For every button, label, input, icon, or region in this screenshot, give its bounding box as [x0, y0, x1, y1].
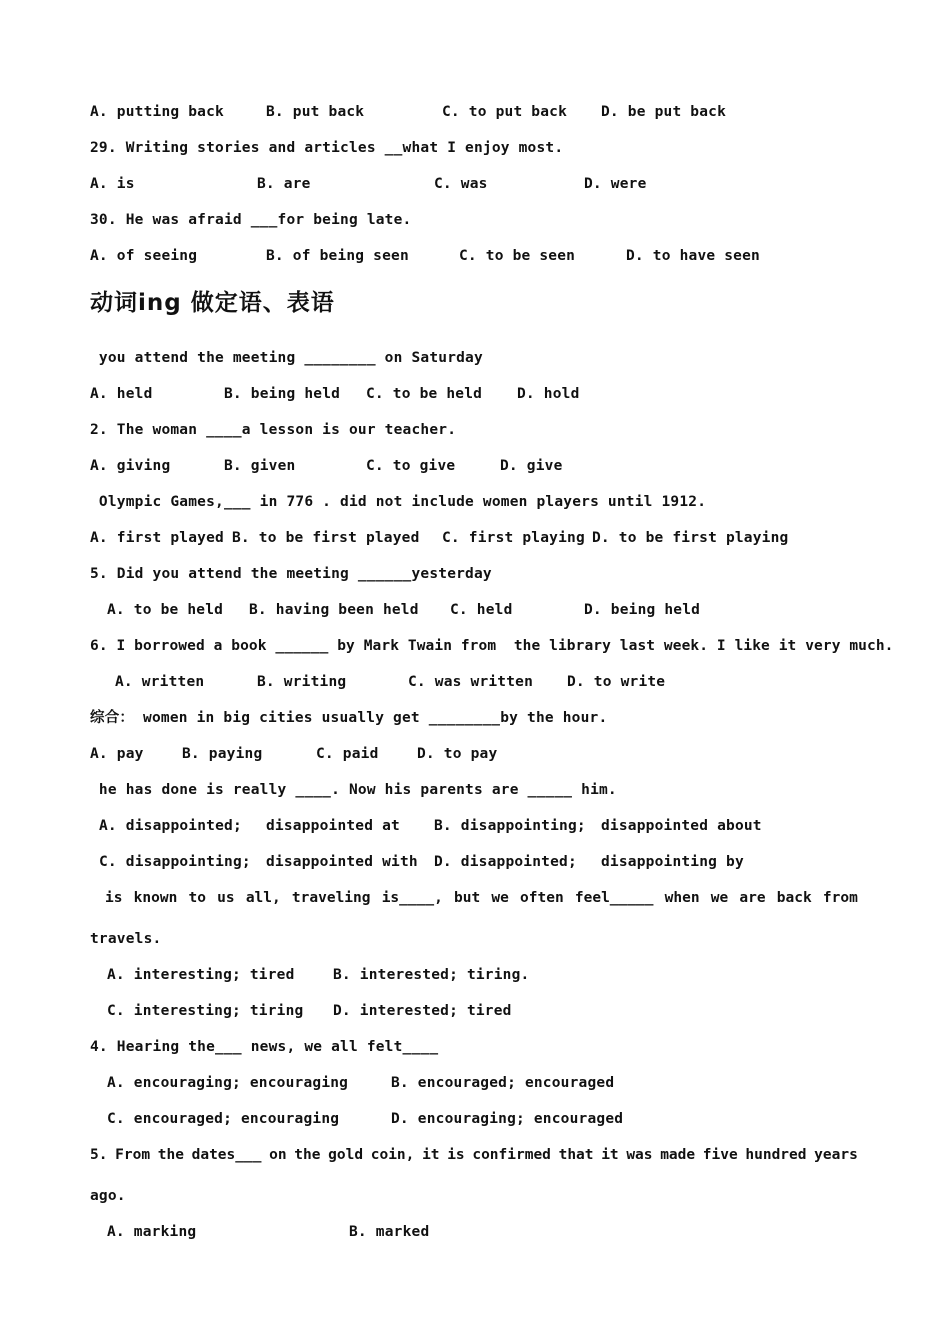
c3-word: to: [188, 890, 206, 906]
c5-word: the: [157, 1147, 184, 1163]
c5-word: From: [115, 1147, 151, 1163]
c5-option-a: A. marking: [107, 1224, 197, 1240]
s5-option-b: B. having been held: [249, 602, 419, 618]
c3-stem-end: travels.: [90, 931, 162, 947]
c3-word: when: [664, 890, 700, 906]
q30-stem: 30. He was afraid ___for being late.: [90, 212, 412, 228]
c2-option-c: C. disappointing;: [99, 854, 251, 870]
c2-option-a: A. disappointed;: [99, 818, 242, 834]
c3-option-d: D. interested; tired: [333, 1003, 512, 1019]
q28-option-b: B. put back: [266, 104, 365, 120]
c3-stem: [105, 888, 858, 908]
q28-option-a: A. putting back: [90, 104, 224, 120]
c5-word: coin,: [370, 1147, 415, 1163]
s6-stem: 6. I borrowed a book ______ by Mark Twain from the library last week. I like it very much.: [90, 638, 894, 654]
c3-word: known: [133, 890, 178, 906]
c5-word: that: [558, 1147, 594, 1163]
c3-option-a: A. interesting; tired: [107, 967, 295, 983]
c1-stem: 综合： women in big cities usually get ________by the hour.: [90, 710, 608, 726]
s5-option-d: D. being held: [584, 602, 701, 618]
q28-option-d: D. be put back: [601, 104, 727, 120]
q28-option-c: C. to put back: [442, 104, 568, 120]
q29-option-a: A. is: [90, 176, 135, 192]
q29-option-d: D. were: [584, 176, 647, 192]
c1-option-d: D. to pay: [417, 746, 498, 762]
c2-option-b-2: disappointed about: [601, 818, 762, 834]
c5-word: on: [269, 1147, 287, 1163]
c5-word: the: [294, 1147, 321, 1163]
c5-word: was: [626, 1147, 653, 1163]
s2-option-a: A. giving: [90, 458, 171, 474]
c3-word: but: [453, 890, 481, 906]
s1-stem: you attend the meeting ________ on Saturday: [90, 350, 483, 366]
c3-word: we: [710, 890, 729, 906]
c5-word: it: [422, 1147, 440, 1163]
q29-stem: 29. Writing stories and articles __what I enjoy most.: [90, 140, 564, 156]
c3-word: we: [491, 890, 509, 906]
c3-word: from: [822, 890, 858, 906]
c3-option-c: C. interesting; tiring: [107, 1003, 304, 1019]
q30-option-b: B. of being seen: [266, 248, 409, 264]
c3-word: often: [520, 890, 564, 906]
s3-option-b: B. to be first played: [232, 530, 420, 546]
c2-option-c-2: disappointed with: [266, 854, 418, 870]
c2-option-b: B. disappointing;: [434, 818, 586, 834]
s3-stem: Olympic Games,___ in 776 . did not include women players until 1912.: [90, 494, 707, 510]
s5-option-a: A. to be held: [107, 602, 224, 618]
q29-option-b: B. are: [257, 176, 311, 192]
s3-option-c: C. first playing: [442, 530, 585, 546]
c4-option-a: A. encouraging; encouraging: [107, 1075, 349, 1091]
c3-word: all,: [245, 890, 281, 906]
s6-option-c: C. was written: [408, 674, 534, 690]
c4-option-b: B. encouraged; encouraged: [391, 1075, 615, 1091]
s2-option-d: D. give: [500, 458, 563, 474]
c5-option-b: B. marked: [349, 1224, 430, 1240]
c5-word: five: [702, 1147, 738, 1163]
c5-word: dates___: [191, 1147, 262, 1163]
c1-option-b: B. paying: [182, 746, 263, 762]
c1-option-c: C. paid: [316, 746, 379, 762]
c3-option-b: B. interested; tiring.: [333, 967, 530, 983]
s2-option-b: B. given: [224, 458, 296, 474]
s2-stem: 2. The woman ____a lesson is our teacher.: [90, 422, 457, 438]
c5-word: years: [814, 1147, 858, 1163]
c1-option-a: A. pay: [90, 746, 144, 762]
c2-option-d-2: disappointing by: [601, 854, 744, 870]
c4-option-d: D. encouraging; encouraged: [391, 1111, 624, 1127]
section-heading: 动词ing 做定语、表语: [90, 290, 335, 316]
c5-word: it: [601, 1147, 619, 1163]
q30-option-c: C. to be seen: [459, 248, 576, 264]
q30-option-d: D. to have seen: [626, 248, 760, 264]
c5-word: hundred: [745, 1147, 807, 1163]
c5-word: gold: [328, 1147, 364, 1163]
c3-word: feel_____: [574, 890, 654, 906]
c5-word: made: [660, 1147, 696, 1163]
c3-word: is: [105, 890, 123, 906]
c3-word: back: [776, 890, 812, 906]
c3-word: is____,: [381, 890, 443, 906]
c5-word: 5.: [90, 1147, 108, 1163]
c2-option-a-2: disappointed at: [266, 818, 400, 834]
c3-word: traveling: [291, 890, 371, 906]
c5-word: is: [447, 1147, 465, 1163]
q30-option-a: A. of seeing: [90, 248, 198, 264]
c3-word: us: [217, 890, 235, 906]
s6-option-d: D. to write: [567, 674, 666, 690]
s3-option-d: D. to be first playing: [592, 530, 789, 546]
c2-option-d: D. disappointed;: [434, 854, 577, 870]
s1-option-c: C. to be held: [366, 386, 483, 402]
c5-word: confirmed: [472, 1147, 551, 1163]
c2-stem: he has done is really ____. Now his parents are _____ him.: [90, 782, 617, 798]
c4-stem: 4. Hearing the___ news, we all felt____: [90, 1039, 439, 1055]
s2-option-c: C. to give: [366, 458, 456, 474]
c3-word: are: [739, 890, 766, 906]
s3-option-a: A. first played: [90, 530, 224, 546]
s1-option-d: D. hold: [517, 386, 580, 402]
q29-option-c: C. was: [434, 176, 488, 192]
s1-option-a: A. held: [90, 386, 153, 402]
c5-stem-end: ago.: [90, 1188, 126, 1204]
s1-option-b: B. being held: [224, 386, 341, 402]
s6-option-a: A. written: [115, 674, 205, 690]
c5-stem: [90, 1145, 858, 1165]
s6-option-b: B. writing: [257, 674, 347, 690]
s5-option-c: C. held: [450, 602, 513, 618]
s5-stem: 5. Did you attend the meeting ______yesterday: [90, 566, 492, 582]
c4-option-c: C. encouraged; encouraging: [107, 1111, 340, 1127]
